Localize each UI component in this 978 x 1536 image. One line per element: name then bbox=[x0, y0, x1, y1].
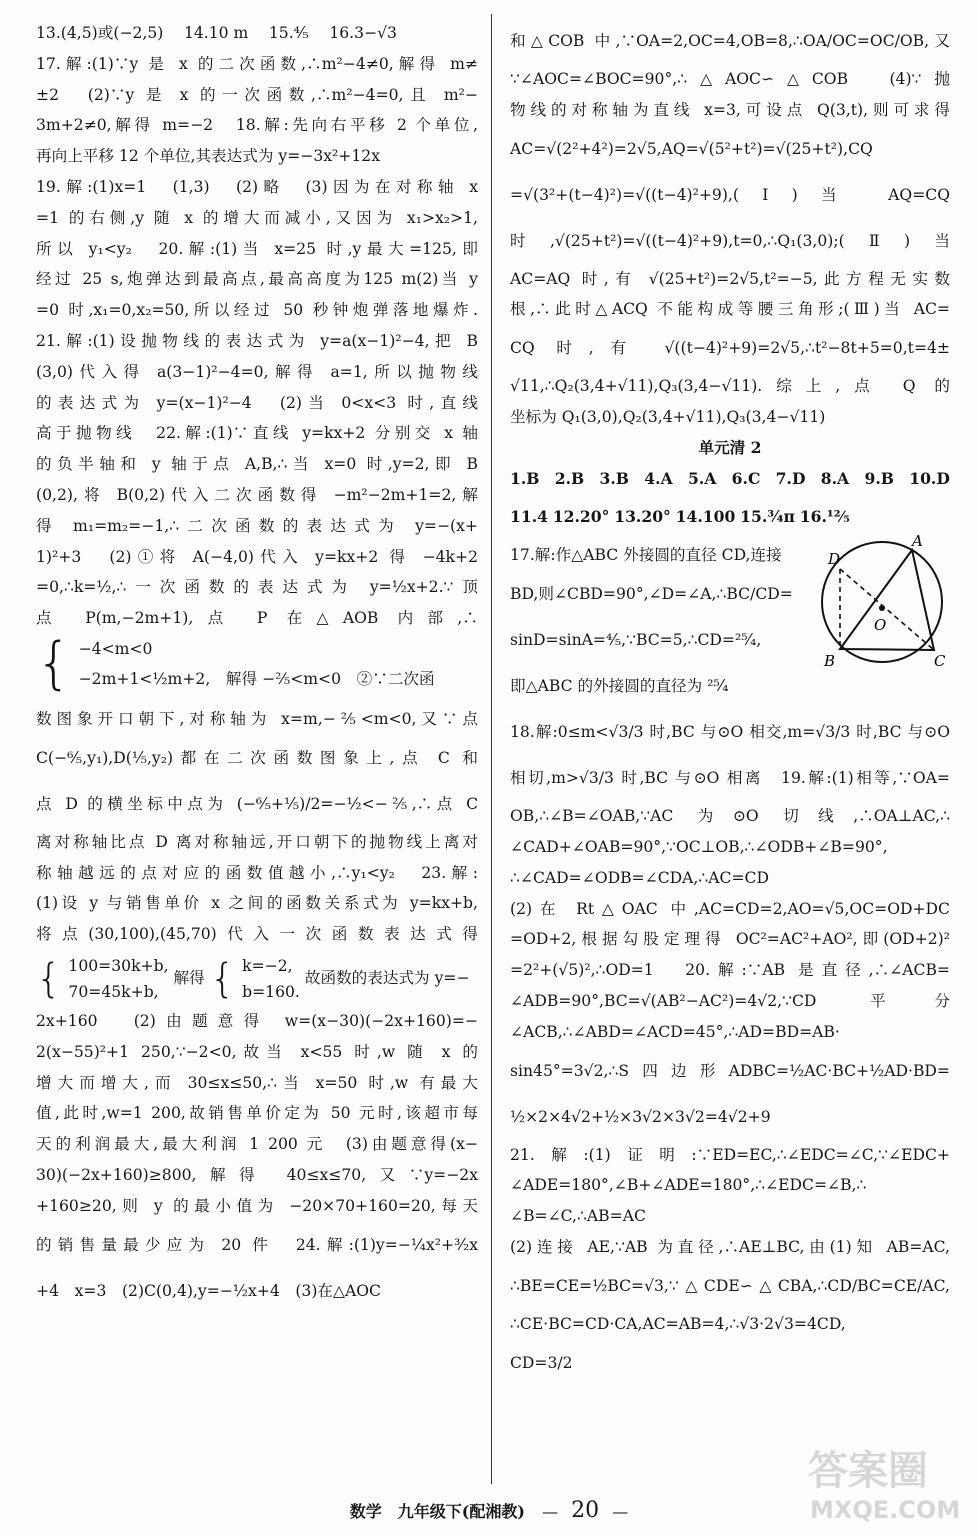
system-line: −2m+1<½m+2, 解得 −⅖<m<0 ②∵二次函 bbox=[78, 669, 435, 688]
system-line: b=160. bbox=[242, 982, 300, 1001]
text-line: 21.解:(1)证明:∵ED=EC,∴∠EDC=∠C,∵∠EDC+ bbox=[510, 1145, 950, 1164]
triangle-abc bbox=[840, 550, 934, 650]
text-line: (2)连接 AE,∵AB 为直径,∴AE⊥BC,由(1)知 AB=AC, bbox=[510, 1237, 950, 1256]
watermark-logo bbox=[804, 1440, 964, 1524]
text-line: 3m+2≠0,解得 m=−2 18.解:先向右平移 2 个单位, bbox=[36, 116, 478, 135]
text-line: =0,∴k=½,∴一次函数的表达式为 y=½x+2.∵顶 bbox=[36, 578, 478, 597]
text-line: 离对称轴比点 D 离对称轴远,开口朝下的抛物线上离对 bbox=[36, 832, 478, 851]
text-line: =OD+2,根据勾股定理得 OC²=AC²+AO²,即(OD+2)² bbox=[510, 930, 950, 949]
text-line: 1)²+3 (2)①将 A(−4,0)代入 y=kx+2 得 −4k+2 bbox=[36, 547, 478, 566]
text-line: 高于抛物线 22.解:(1)∵直线 y=kx+2 分别交 x 轴 bbox=[36, 424, 478, 443]
label-a: A bbox=[912, 534, 923, 550]
text-line: 点 D 的横坐标中点为 (−⁶⁄₅+⅕)/2=−½<−⅖,∴点 C bbox=[36, 794, 478, 813]
answer-item: 14.100 bbox=[675, 507, 736, 527]
text-line: 30)(−2x+160)≥800,解得 40≤x≤70,又∵y=−2x bbox=[36, 1165, 478, 1184]
text-line: ±2 (2)∵y 是 x 的一次函数,∴m²−4=0,且 m²− bbox=[36, 85, 478, 104]
text-line: CQ 时,有 √((t−4)²+9)=2√5,∴t²−8t+5=0,t=4± bbox=[510, 339, 950, 358]
footer-dash: — bbox=[542, 1502, 559, 1521]
text-line: =√(3²+(t−4)²)=√((t−4)²+9),(Ⅰ)当 AQ=CQ bbox=[510, 185, 950, 204]
text-line: ∠ADB=90°,BC=√(AB²−AC²)=4√2,∵CD 平分 bbox=[510, 991, 950, 1010]
text-line: 2x+160 (2)由题意得 w=(x−30)(−2x+160)=− bbox=[36, 1011, 478, 1030]
text-line: =1 的右侧,y 随 x 的增大而减小,又因为 x₁>x₂>1, bbox=[36, 208, 478, 227]
answer-item: 2.B bbox=[554, 468, 585, 488]
text-line: BD,则∠CBD=90°,∠D=∠A,∴BC/CD= bbox=[510, 585, 793, 604]
text-line: 点 P(m,−2m+1),点 P 在△AOB 内部,∴ bbox=[36, 609, 478, 628]
answer-item: 6.C bbox=[731, 468, 761, 488]
page-number: 20 bbox=[571, 1498, 600, 1523]
text-line: 19.解:(1)x=1 (1,3) (2)略 (3)因为在对称轴 x bbox=[36, 177, 478, 196]
text-line: OB,∴∠B=∠OAB,∵AC 为⊙O 切线,∴OA⊥AC,∴ bbox=[510, 807, 950, 826]
text-line: ½×2×4√2+½×3√2×3√2=4√2+9 bbox=[510, 1107, 771, 1126]
text-line: ∵∠AOC=∠BOC=90°,∴△AOC∽△COB (4)∵抛 bbox=[510, 70, 950, 88]
answer-item: 3.B bbox=[599, 468, 629, 488]
watermark-top: 答案圈 bbox=[808, 1448, 928, 1494]
text-line: AC=√(2²+4²)=2√5,AQ=√(5²+t²)=√(25+t²),CQ bbox=[510, 139, 873, 158]
diameter-cd bbox=[840, 569, 934, 650]
text-line: ∠CAD+∠OAB=90°,∵OC⊥OB,∴∠ODB+∠B=90°, bbox=[510, 837, 888, 856]
text-line: 和△COB 中,∵OA=2,OC=4,OB=8,∴OA/OC=OC/OB,又 bbox=[510, 32, 950, 50]
answer-item: 11.4 bbox=[510, 507, 548, 527]
text-line: 即△ABC 的外接圆的直径为 ²⁵⁄₄ bbox=[510, 677, 729, 696]
left-brace: { bbox=[36, 633, 72, 696]
label-o: O bbox=[874, 616, 887, 634]
text-line: 的表达式为 y=(x−1)²−4 (2)当 0<x<3 时,直线 bbox=[36, 393, 478, 412]
system-line: −4<m<0 bbox=[78, 639, 153, 658]
text-line: 将点(30,100),(45,70)代入一次函数表达式得 bbox=[36, 925, 478, 944]
footer-dash: — bbox=[612, 1502, 629, 1521]
text-line: 得 m₁=m₂=−1,∴二次函数的表达式为 y=−(x+ bbox=[36, 516, 478, 535]
footer-title: 数学 九年级下(配湘教) bbox=[349, 1502, 525, 1521]
text-line: (3,0)代入得 a(3−1)²−4=0,解得 a=1,所以抛物线 bbox=[36, 362, 478, 381]
section-heading: 单元清 2 bbox=[698, 437, 762, 457]
text-line: =0 时,x₁=0,x₂=50,所以经过 50 秒钟炮弹落地爆炸. bbox=[36, 301, 478, 320]
text-line: 称轴越远的点对应的函数值越小,∴y₁<y₂ 23.解: bbox=[36, 863, 478, 882]
text-line: 时,√(25+t²)=√((t−4)²+9),t=0,∴Q₁(3,0);(Ⅱ)当 bbox=[510, 231, 950, 250]
text-line: 数图象开口朝下,对称轴为 x=m,−⅖<m<0,又∵点 bbox=[36, 709, 478, 728]
text-line: 21.解:(1)设抛物线的表达式为 y=a(x−1)²−4,把 B bbox=[36, 331, 478, 350]
text-line: sin45°=3√2,∴S四边形ADBC=½AC·BC+½AD·BD= bbox=[510, 1061, 950, 1080]
system-lines bbox=[68, 953, 168, 1005]
answer-item: 5.A bbox=[687, 468, 717, 488]
answer-item: 4.A bbox=[644, 468, 673, 488]
answer-item: 8.A bbox=[820, 468, 850, 488]
text-line: 再向上平移 12 个单位,其表达式为 y=−3x²+12x bbox=[36, 147, 380, 166]
answer-item: 12.20° bbox=[552, 507, 610, 527]
text-line: ∴∠CAD=∠ODB=∠CDA,∴AC=CD bbox=[510, 868, 769, 887]
text-line: 18.解:0≤m<√3/3 时,BC 与⊙O 相交,m=√3/3 时,BC 与⊙O bbox=[510, 723, 950, 742]
text-line: +4 x=3 (2)C(0,4),y=−½x+4 (3)在△AOC bbox=[36, 1281, 381, 1300]
label-c: C bbox=[934, 652, 946, 670]
text-line: 的负半轴和 y 轴于点 A,B,∴当 x=0 时,y=2,即 B bbox=[36, 455, 478, 474]
system-line: 70=45k+b, bbox=[68, 982, 159, 1001]
text-line: 所以 y₁<y₂ 20.解:(1)当 x=25 时,y最大=125,即 bbox=[36, 239, 478, 258]
solve-word: 解得 bbox=[173, 968, 205, 987]
equation-system-line bbox=[36, 950, 478, 1006]
answer-item: 13.20° bbox=[614, 507, 671, 527]
text-line: 根,∴此时△ACQ 不能构成等腰三角形;(Ⅲ)当 AC= bbox=[510, 300, 950, 319]
text-line: 的销售量最少应为 20 件 24.解:(1)y=−¼x²+³⁄₂x bbox=[36, 1235, 478, 1254]
left-brace: { bbox=[36, 955, 62, 1002]
circumcircle-figure bbox=[816, 534, 952, 670]
text-line: =2²+(√5)²,∴OD=1 20.解:∵AB 是直径,∴∠ACB= bbox=[510, 961, 950, 980]
text-line: ∴CE·BC=CD·CA,AC=AB=4,∴√3·2√3=4CD, bbox=[510, 1314, 846, 1333]
text-line: sinD=sinA=⁴⁄₅,∵BC=5,∴CD=²⁵⁄₄, bbox=[510, 631, 762, 650]
text-line: 坐标为 Q₁(3,0),Q₂(3,4+√11),Q₃(3,4−√11) bbox=[510, 407, 826, 426]
text-line: 值,此时,w=1 200,故销售单价定为 50 元时,该超市每 bbox=[36, 1104, 478, 1123]
label-b: B bbox=[824, 652, 836, 670]
text-line: C(−⁶⁄₅,y₁),D(⅕,y₂)都在二次函数图象上,点 C 和 bbox=[36, 748, 478, 767]
text-line: 相切,m>√3/3 时,BC 与⊙O 相离 19.解:(1)相等,∵OA= bbox=[510, 769, 950, 788]
answer-row-1 bbox=[510, 464, 950, 495]
answer-item: 9.B bbox=[864, 468, 894, 488]
text-line: (0,2),将 B(0,2)代入二次函数得 −m²−2m+1=2,解 bbox=[36, 485, 478, 504]
text-line: ∠B=∠C,∴AB=AC bbox=[510, 1207, 646, 1226]
answer-item: 7.D bbox=[775, 468, 806, 488]
text-line: CD=3/2 bbox=[510, 1353, 573, 1372]
system-lines bbox=[242, 953, 300, 1005]
left-column bbox=[36, 18, 478, 1314]
text-line: AC=AQ 时,有 √(25+t²)=2√5,t²=−5,此方程无实数 bbox=[510, 269, 950, 288]
answer-item: 10.D bbox=[909, 468, 950, 488]
text-line: ∴BE=CE=½BC=√3,∵△CDE∽△CBA,∴CD/BC=CE/AC, bbox=[510, 1276, 950, 1295]
text-line: 增大而增大,而 30≤x≤50,∴当 x=50 时,w 有最大 bbox=[36, 1073, 478, 1092]
right-column bbox=[510, 18, 950, 1386]
system-lines bbox=[79, 634, 435, 694]
system-line: 100=30k+b, bbox=[68, 956, 169, 975]
answer-row-2 bbox=[510, 494, 850, 540]
center-point bbox=[879, 605, 885, 611]
text-line: (2)在 Rt△OAC 中,AC=CD=2,AO=√5,OC=OD+DC bbox=[510, 899, 950, 918]
answer-item: 15.¾π bbox=[740, 507, 795, 527]
column-divider bbox=[491, 14, 492, 1484]
text-line: 17.解:作△ABC 外接圆的直径 CD,连接 bbox=[510, 546, 782, 565]
text-line: ∠ACB,∴∠ABD=∠ACD=45°,∴AD=BD=AB· bbox=[510, 1022, 840, 1041]
text-line: 13.(4,5)或(−2,5) 14.10 m 15.⁴⁄₅ 16.3−√3 bbox=[36, 24, 397, 42]
watermark-bottom: MXQE.COM bbox=[810, 1496, 961, 1524]
text-line: √11,∴Q₂(3,4+√11),Q₃(3,4−√11).综上,点 Q 的 bbox=[510, 377, 950, 396]
text-line: 2(x−55)²+1 250,∵−2<0,故当 x<55 时,w 随 x 的 bbox=[36, 1042, 478, 1061]
text-line: 经过 25 s,炮弹达到最高点,最高高度为125 m(2)当 y bbox=[36, 270, 478, 289]
system-tail: 故函数的表达式为 y=− bbox=[304, 968, 470, 987]
answer-item: 16.¹²⁄₅ bbox=[799, 507, 850, 527]
answer-item: 1.B bbox=[510, 468, 540, 488]
text-line: (1)设 y 与销售单价 x 之间的函数关系式为 y=kx+b, bbox=[36, 894, 478, 913]
system-line: k=−2, bbox=[242, 956, 293, 975]
inequality-system bbox=[36, 634, 478, 704]
text-line: 物线的对称轴为直线 x=3,可设点 Q(3,t),则可求得 bbox=[510, 100, 950, 119]
left-brace: { bbox=[209, 955, 236, 1002]
text-line: 天的利润最大,最大利润 1 200 元 (3)由题意得(x− bbox=[36, 1135, 478, 1154]
text-line: +160≥20,则 y 的最小值为 −20×70+160=20,每天 bbox=[36, 1196, 478, 1215]
text-line: 17.解:(1)∵y 是 x 的二次函数,∴m²−4≠0,解得 m≠ bbox=[36, 54, 478, 73]
label-d: D bbox=[828, 550, 841, 568]
text-line: ∠ADE=180°,∠B+∠ADE=180°,∴∠EDC=∠B,∴ bbox=[510, 1176, 867, 1195]
